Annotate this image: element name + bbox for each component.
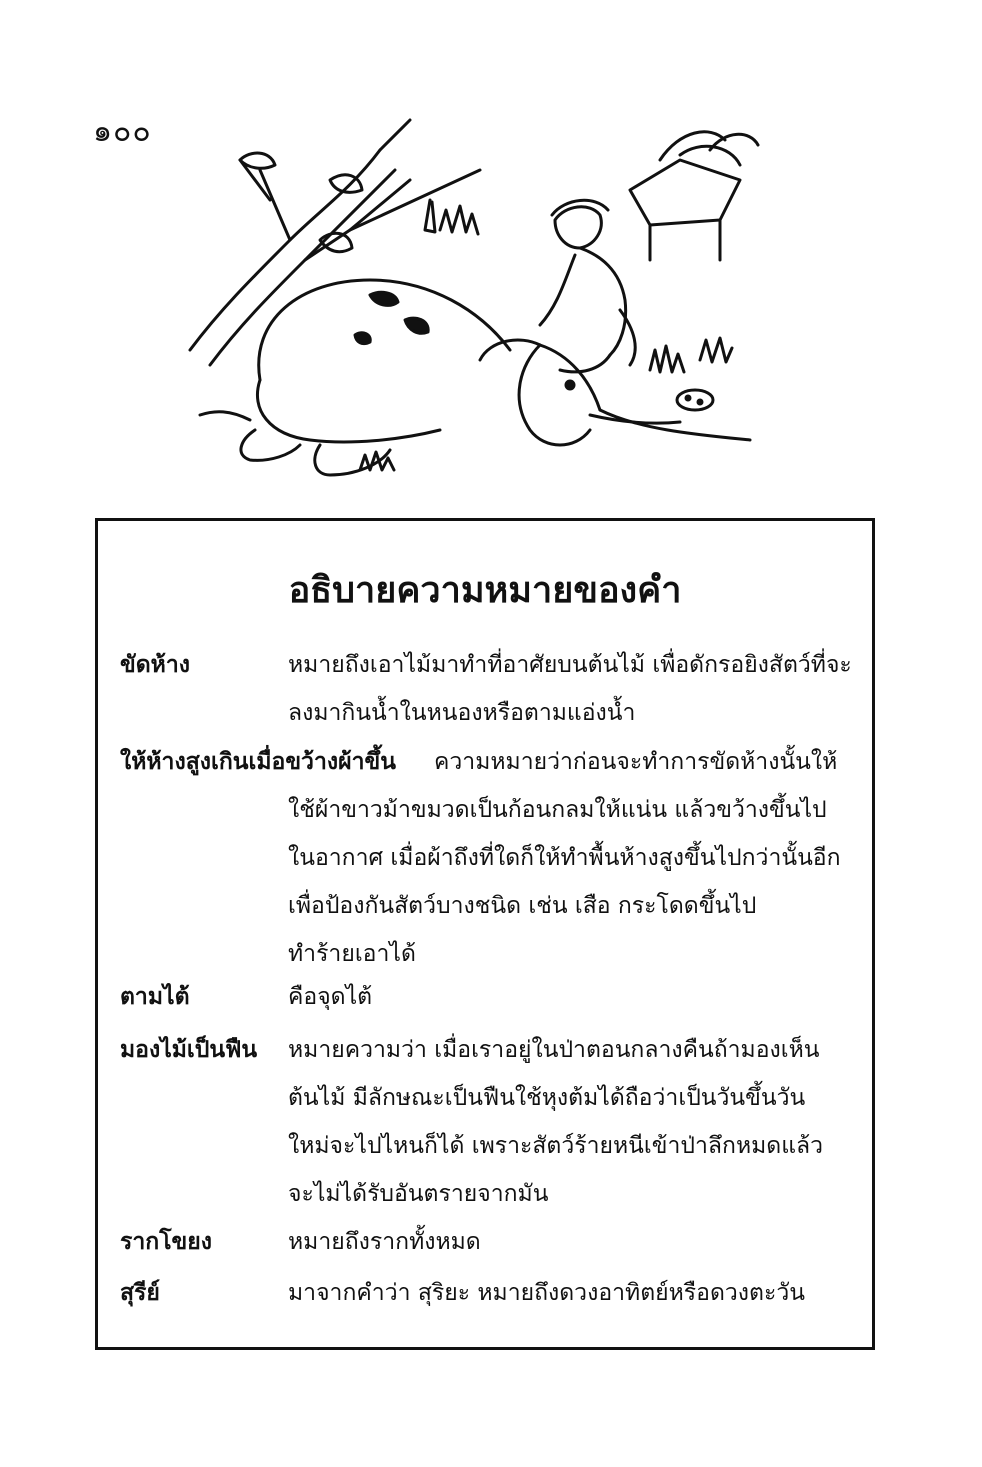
definition-line: หมายความว่า เมื่อเราอยู่ในป่าตอนกลางคืนถ้ามองเห็น: [288, 1037, 820, 1063]
definition-line: หมายถึงเอาไม้มาทำที่อาศัยบนต้นไม้ เพื่อดักรอยิงสัตว์ที่จะ: [288, 652, 852, 678]
definition-line: คือจุดไต้: [288, 984, 373, 1010]
definition-line: หมายถึงรากทั้งหมด: [288, 1229, 481, 1255]
definition-line: ใช้ผ้าขาวม้าขมวดเป็นก้อนกลมให้แน่น แล้วขว้างขึ้นไป: [288, 797, 827, 823]
glossary-definition: [288, 786, 858, 978]
definition-line: ใหม่จะไปไหนก็ได้ เพราะสัตว์ร้ายหนีเข้าป่าลึกหมดแล้ว: [288, 1133, 824, 1159]
glossary-term: ตามไต้: [120, 984, 190, 1010]
glossary-term: สุรีย์: [120, 1280, 160, 1306]
definition-line: เพื่อป้องกันสัตว์บางชนิด เช่น เสือ กระโดดขึ้นไป: [288, 893, 757, 919]
glossary-title: อธิบายความหมายของคำ: [288, 570, 682, 611]
glossary-definition: [288, 1218, 858, 1266]
glossary-definition: [288, 1026, 858, 1218]
definition-line: มาจากคำว่า สุริยะ หมายถึงดวงอาทิตย์หรือดวงตะวัน: [288, 1280, 805, 1306]
glossary-term: มองไม้เป็นฟืน: [120, 1037, 258, 1063]
glossary-definition: [288, 973, 858, 1021]
definition-line: ทำร้ายเอาได้: [288, 941, 416, 967]
glossary-box: [95, 518, 875, 1350]
definition-line: ลงมากินน้ำในหนองหรือตามแอ่งน้ำ: [288, 700, 636, 726]
glossary-definition: [288, 1269, 858, 1317]
definition-line: ความหมายว่าก่อนจะทำการขัดห้างนั้นให้: [434, 749, 838, 775]
definition-line: ต้นไม้ มีลักษณะเป็นฟืนใช้หุงต้มได้ถือว่าเป็นวันขึ้นวัน: [288, 1085, 806, 1111]
elephant-and-boy-illustration-icon: [180, 110, 760, 490]
glossary-definition: [288, 641, 858, 737]
glossary-term: ให้ห้างสูงเกินเมื่อขว้างผ้าขึ้น: [120, 749, 396, 775]
glossary-term: ขัดห้าง: [120, 652, 190, 678]
definition-line: จะไม่ได้รับอันตรายจากมัน: [288, 1181, 549, 1207]
page-number: ๑๐๐: [93, 114, 152, 149]
glossary-term: รากโขยง: [120, 1229, 212, 1255]
definition-line: ในอากาศ เมื่อผ้าถึงที่ใดก็ให้ทำพื้นห้างสูงขึ้นไปกว่านั้นอีก: [288, 845, 841, 871]
